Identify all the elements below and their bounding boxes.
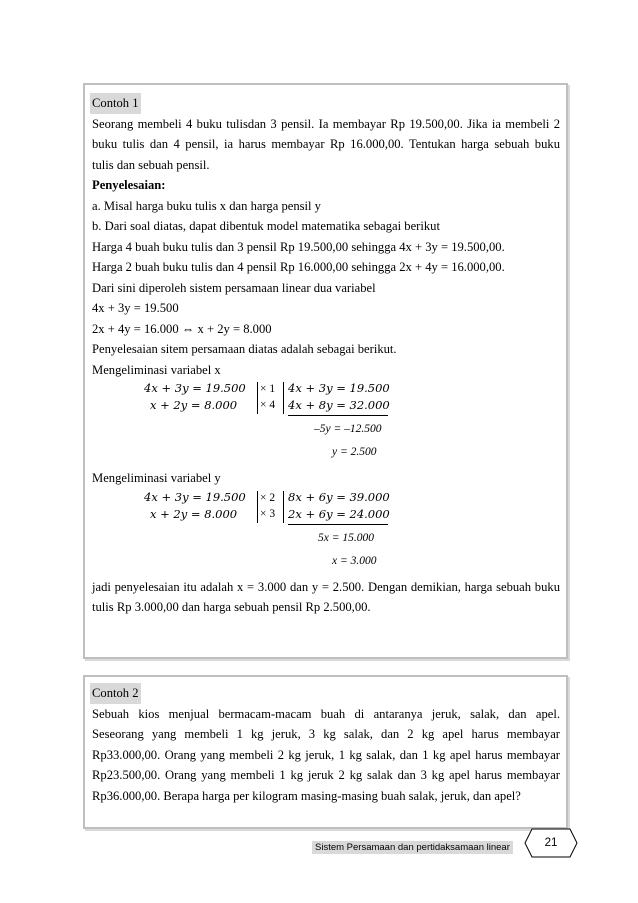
conclusion-line-1: jadi penyelesaian itu adalah x = 3.000 dan y = 2.500. Dengan demikian, harga sebuah buku: [92, 579, 560, 594]
elim-x-right-eq-2: 4x + 8y = 32.000: [288, 398, 390, 412]
elim-y-block: [92, 489, 560, 577]
elim-y-mult-2: × 3: [260, 507, 276, 520]
solution-heading: Penyelesaian:: [92, 178, 166, 192]
problem2-line-4: Rp23.500,00. Orang yang membeli 1 kg jeruk 2 kg salak dan 3 kg apel harus membayar: [92, 768, 560, 782]
elim-x-result-1: –5y = –12.500: [314, 423, 382, 435]
problem2-line-3: Rp33.000,00. Orang yang membeli 2 kg jeruk, 1 kg salak, dan 1 kg apel harus membayar: [92, 747, 560, 762]
example-2-label-row: [92, 683, 560, 704]
elim-x-bar-right: [283, 382, 284, 414]
elim-y-left-eq-2: x + 2y = 8.000: [150, 506, 238, 521]
elim-x-mult-2: × 4: [260, 399, 276, 411]
problem-line-1: Seorang membeli 4 buku tulisdan 3 pensil. Ia membayar Rp 19.500,00. Jika ia membeli 2: [92, 116, 560, 131]
elim-y-bar-left: [257, 491, 258, 523]
example-2-label: Contoh 2: [90, 683, 141, 704]
elim-y-result-1: 5x = 15.000: [318, 531, 374, 544]
problem2-line-1: Sebuah kios menjual bermacam-macam buah di antaranya jeruk, salak, dan apel.: [92, 706, 560, 721]
elim-x-right-eq-1: 4x + 3y = 19.500: [288, 381, 390, 395]
elim-x-mult-1: × 1: [260, 383, 276, 395]
equation-2: 2x + 4y = 16.000 ⇔ x + 2y = 8.000: [92, 321, 272, 336]
problem2-line-2: Seseorang yang membeli 1 kg jeruk, 3 kg salak, dan 2 kg apel harus membayar: [92, 727, 560, 741]
elim-x-heading: Mengeliminasi variabel x: [92, 362, 221, 377]
elim-y-heading: Mengeliminasi variabel y: [92, 471, 221, 485]
elim-y-left-eq-1: 4x + 3y = 19.500: [144, 489, 246, 504]
elim-y-bar-right: [283, 491, 284, 523]
elim-x-left-eq-2: x + 2y = 8.000: [150, 398, 238, 412]
elim-x-bar-left: [257, 382, 258, 414]
elim-y-right-eq-1: 8x + 6y = 39.000: [288, 489, 390, 504]
example-1-label: Contoh 1: [90, 93, 141, 114]
conclusion-line-2: tulis Rp 3.000,00 dan harga sebuah pensil Rp 2.500,00.: [92, 600, 371, 614]
problem-line-3: tulis dan sebuah pensil.: [92, 157, 210, 172]
example-1-box: [83, 83, 568, 659]
equation-1: 4x + 3y = 19.500: [92, 301, 179, 315]
system-intro: Dari sini diperoleh sistem persamaan linear dua variabel: [92, 280, 376, 295]
model-line-2: Harga 2 buah buku tulis dan 4 pensil Rp 16.000,00 sehingga 2x + 4y = 16.000,00.: [92, 260, 505, 274]
elim-x-result-2: y = 2.500: [332, 446, 377, 458]
step-a: a. Misal harga buku tulis x dan harga pensil y: [92, 198, 321, 213]
example-1-label-row: [92, 93, 560, 114]
elim-x-left-eq-1: 4x + 3y = 19.500: [144, 381, 246, 395]
elim-y-mult-1: × 2: [260, 491, 276, 504]
problem-line-2: buku tulis dan 4 pensil, ia harus membayar Rp 16.000,00. Tentukan harga sebuah buku: [92, 137, 560, 151]
page-number: 21: [544, 837, 558, 849]
method-intro: Penyelesaian sitem persamaan diatas adalah sebagai berikut.: [92, 342, 397, 356]
example-2-box: [83, 675, 568, 829]
elim-x-block: [92, 380, 560, 468]
chapter-footer: Sistem Persamaan dan pertidaksamaan linear: [312, 841, 513, 854]
elim-y-right-eq-2: 2x + 6y = 24.000: [288, 506, 390, 521]
model-line-1: Harga 4 buah buku tulis dan 3 pensil Rp 19.500,00 sehingga 4x + 3y = 19.500,00.: [92, 239, 505, 254]
problem2-line-5: Rp36.000,00. Berapa harga per kilogram masing-masing buah salak, jeruk, dan apel?: [92, 788, 521, 803]
step-b: b. Dari soal diatas, dapat dibentuk model matematika sebagai berikut: [92, 219, 440, 233]
elim-y-rule: [288, 524, 388, 525]
elim-y-result-2: x = 3.000: [332, 554, 377, 567]
elim-x-rule: [288, 415, 388, 416]
